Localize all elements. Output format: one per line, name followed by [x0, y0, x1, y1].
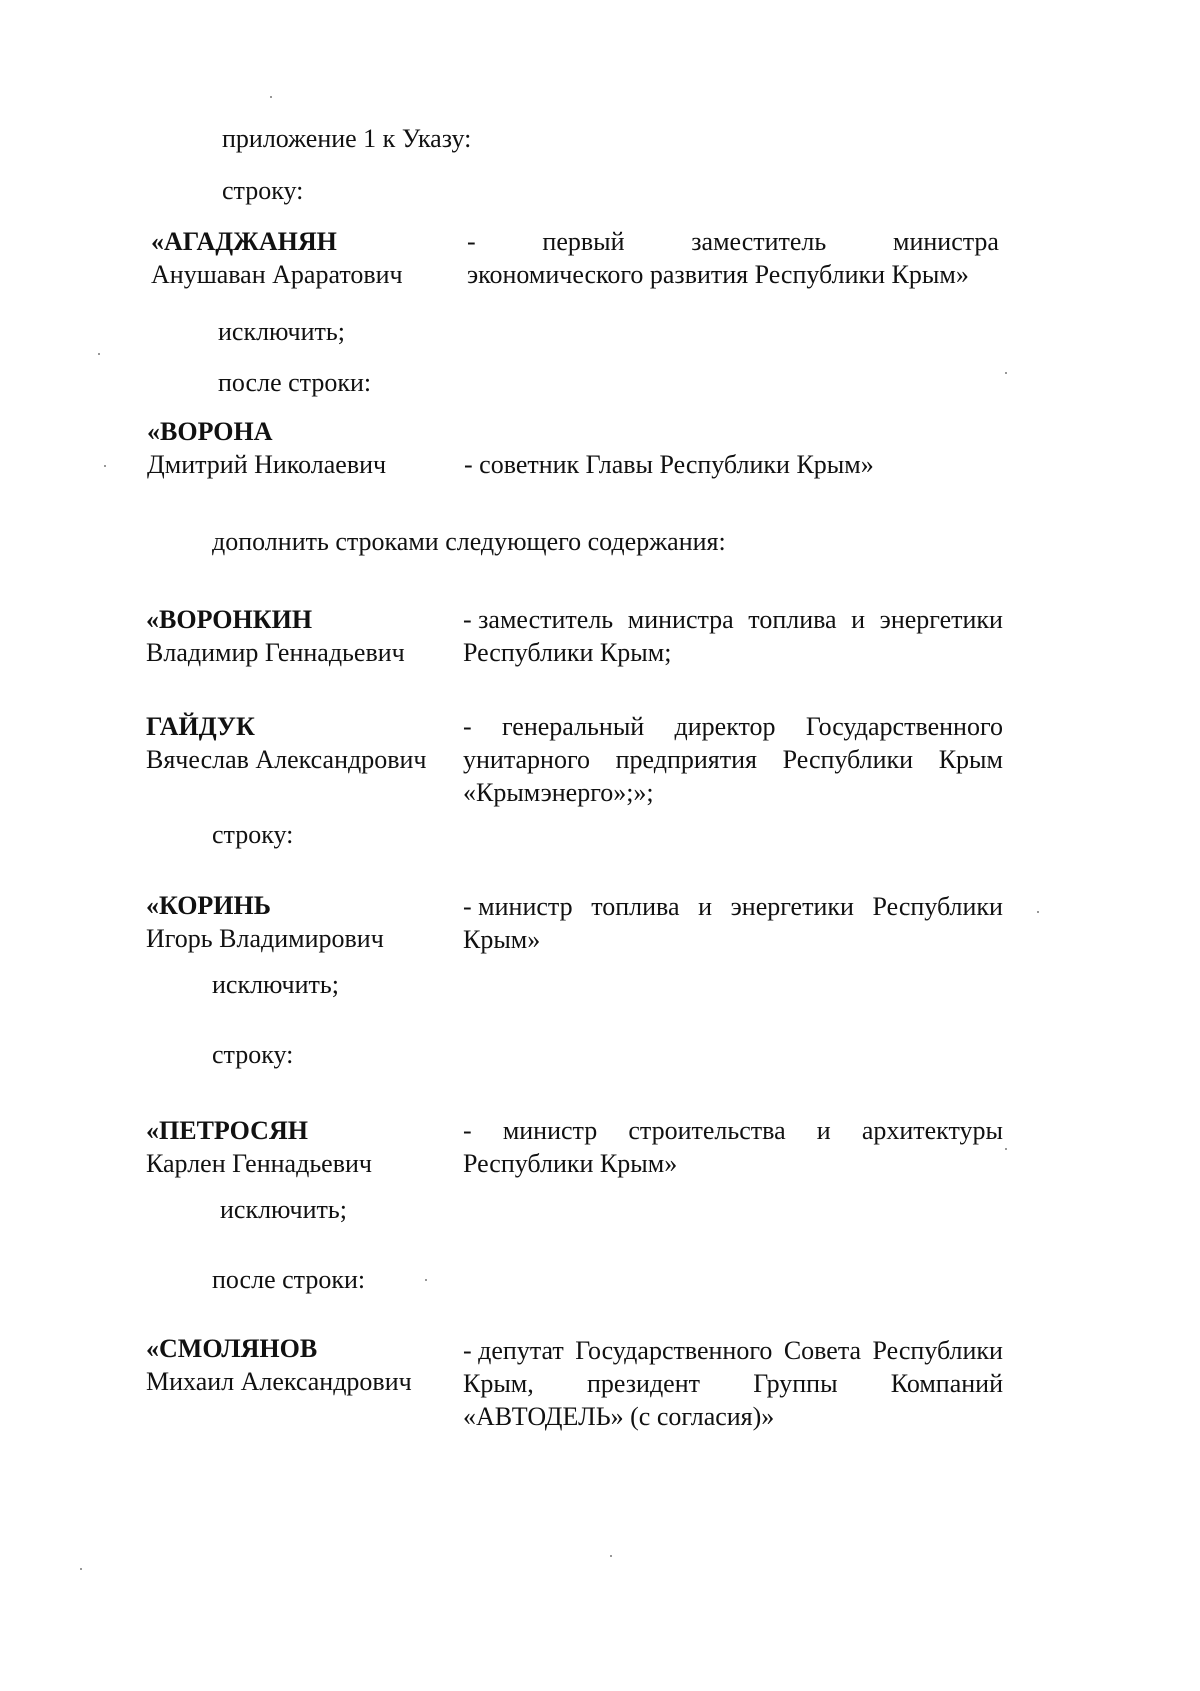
entry-gaiduk-name: [146, 710, 426, 776]
entry-vorona-desc: [464, 448, 1042, 481]
desc-word: энергетики: [879, 605, 1003, 634]
entry-vorona-name: [147, 415, 386, 481]
desc-last-line: - советник Главы Республики Крым»: [464, 450, 874, 479]
instruction-exclude: исключить;: [220, 1195, 347, 1224]
desc-word: первый: [542, 227, 625, 256]
desc-word: Крым: [938, 745, 1003, 774]
desc-word: энергетики: [730, 892, 854, 921]
desc-word: -: [463, 712, 472, 741]
desc-word: Республики: [872, 892, 1003, 921]
instruction-exclude: исключить;: [212, 970, 339, 999]
entry-agadzhanyan-name: [151, 225, 403, 291]
row-label: строку:: [222, 176, 304, 205]
scan-speck: [1005, 372, 1007, 374]
entry-surname: «КОРИНЬ: [146, 891, 271, 920]
entry-surname: «СМОЛЯНОВ: [146, 1334, 318, 1363]
desc-word: Крым,: [463, 1369, 534, 1398]
entry-surname: ГАЙДУК: [146, 712, 255, 741]
entry-smolyanov-desc: [463, 1334, 1003, 1433]
desc-last-line: Республики Крым»: [463, 1149, 678, 1178]
instruction-row: строку:: [212, 1040, 294, 1069]
scan-speck: [425, 1279, 427, 1281]
scan-speck: [1037, 911, 1039, 913]
scan-speck: [80, 1568, 82, 1570]
desc-last-line: экономического развития Республики Крым»: [467, 260, 969, 289]
desc-last-line: «Крымэнерго»;»;: [463, 778, 654, 807]
desc-line: [463, 1367, 1003, 1400]
entry-surname: «АГАДЖАНЯН: [151, 227, 337, 256]
desc-word: генеральный: [501, 712, 645, 741]
entry-surname: «ВОРОНА: [147, 417, 273, 446]
entry-given-name: Михаил Александрович: [146, 1367, 412, 1396]
desc-word: -: [467, 227, 476, 256]
desc-last-line: Крым»: [463, 925, 541, 954]
entry-smolyanov-name: [146, 1332, 412, 1398]
entry-given-name: Игорь Владимирович: [146, 924, 384, 953]
instruction-add-rows: дополнить строками следующего содержания:: [212, 527, 726, 556]
desc-word: -: [463, 1116, 472, 1145]
desc-word: Компаний: [890, 1369, 1003, 1398]
desc-word: министра: [627, 605, 734, 634]
scan-speck: [610, 1555, 612, 1557]
scan-speck: [270, 96, 272, 98]
entry-surname: «ПЕТРОСЯН: [146, 1116, 308, 1145]
desc-line: [463, 890, 1003, 923]
desc-word: предприятия: [615, 745, 757, 774]
desc-word: президент: [586, 1369, 700, 1398]
desc-word: Совета: [783, 1336, 862, 1365]
desc-word: заместитель: [691, 227, 827, 256]
desc-word: архитектуры: [861, 1116, 1003, 1145]
desc-line: [463, 603, 1003, 636]
entry-petrosyan-name: [146, 1114, 372, 1180]
entry-voronkin-name: [146, 603, 405, 669]
desc-word: строительства: [628, 1116, 786, 1145]
entry-agadzhanyan-desc: [467, 225, 999, 291]
instruction-after-row: после строки:: [212, 1265, 366, 1294]
desc-line: [463, 743, 1003, 776]
scan-speck: [1005, 1148, 1007, 1150]
desc-word: Государственного: [805, 712, 1003, 741]
instruction-exclude: исключить;: [218, 317, 345, 346]
desc-line: [463, 1114, 1003, 1147]
entry-given-name: Дмитрий Николаевич: [147, 450, 387, 479]
entry-given-name: Вячеслав Александрович: [146, 745, 427, 774]
entry-given-name: Карлен Геннадьевич: [146, 1149, 372, 1178]
scan-speck: [104, 465, 106, 467]
desc-word: унитарного: [463, 745, 590, 774]
desc-word: Республики: [872, 1336, 1003, 1365]
desc-word: Государственного: [575, 1336, 773, 1365]
entry-voronkin-desc: [463, 603, 1003, 669]
desc-word: Группы: [753, 1369, 838, 1398]
entry-given-name: Анушаван Араратович: [151, 260, 403, 289]
entry-korin-desc: [463, 890, 1003, 956]
instruction-after-row: после строки:: [218, 368, 372, 397]
desc-word: и: [816, 1116, 831, 1145]
appendix-heading: приложение 1 к Указу:: [222, 124, 472, 153]
desc-word: министра: [893, 227, 999, 256]
desc-word: топлива: [748, 605, 837, 634]
desc-line: [463, 710, 1003, 743]
entry-gaiduk-desc: [463, 710, 1003, 809]
desc-last-line: Республики Крым;: [463, 638, 672, 667]
entry-korin-name: [146, 889, 384, 955]
entry-given-name: Владимир Геннадьевич: [146, 638, 405, 667]
desc-word: министр: [502, 1116, 598, 1145]
scan-speck: [98, 353, 100, 355]
desc-word: и: [698, 892, 713, 921]
desc-word: директор: [674, 712, 776, 741]
desc-last-line: «АВТОДЕЛЬ» (с согласия)»: [463, 1402, 775, 1431]
desc-word: топлива: [591, 892, 680, 921]
desc-word: - депутат: [463, 1336, 564, 1365]
desc-word: Республики: [782, 745, 914, 774]
desc-line: [463, 1334, 1003, 1367]
desc-word: - заместитель: [463, 605, 614, 634]
entry-surname: «ВОРОНКИН: [146, 605, 313, 634]
desc-word: - министр: [463, 892, 573, 921]
desc-line: [467, 225, 999, 258]
instruction-row: строку:: [212, 820, 294, 849]
desc-word: и: [851, 605, 866, 634]
entry-petrosyan-desc: [463, 1114, 1003, 1180]
